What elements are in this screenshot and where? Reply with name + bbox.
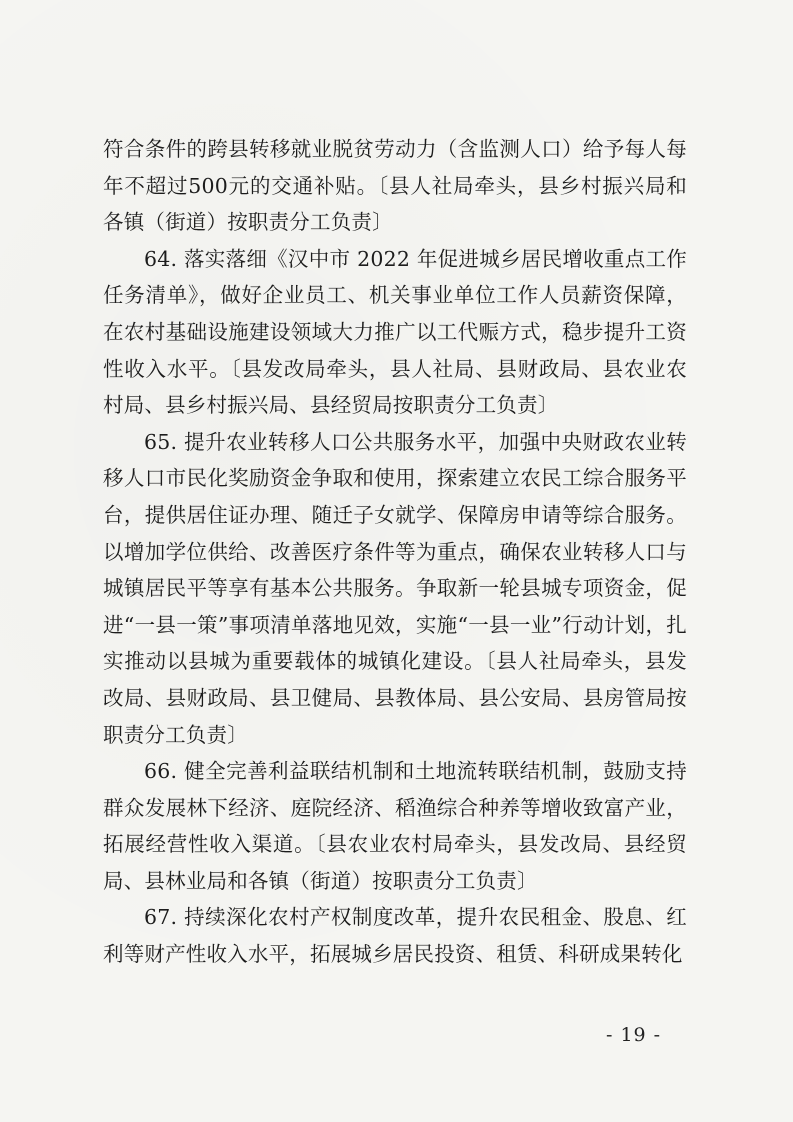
paragraph-65: 65. 提升农业转移人口公共服务水平，加强中央财政农业转移人口市民化奖励资金争取和使用，探索建立农民工综合服务平台，提供居住证办理、随迁子女就学、保障房申请等综合服务。以增加学位供给、改善医疗条件等为重点，确保农业转移人口与城镇居民平等享有基本公共服务。争取新一轮县城专项资金，促进“一县一策”事项清单落地见效，实施“一县一业”行动计划，扎实推动以县城为重要载体的城镇化建设。〔县人社局牵头，县发改局、县财政局、县卫健局、县教体局、县公安局、县房管局按职责分工负责〕 — [103, 429, 687, 747]
paragraph-67: 67. 持续深化农村产权制度改革，提升农民租金、股息、红利等财产性收入水平，拓展城乡居民投资、租赁、科研成果转化 — [103, 905, 687, 967]
document-body — [103, 131, 687, 973]
paragraph-66: 66. 健全完善利益联结机制和土地流转联结机制，鼓励支持群众发展林下经济、庭院经济、稻渔综合种养等增收致富产业，拓展经营性收入渠道。〔县农业农村局牵头，县发改局、县经贸局、县林业局和各镇（街道）按职责分工负责〕 — [103, 759, 687, 893]
paragraph-64: 64. 落实落细《汉中市 2022 年促进城乡居民增收重点工作任务清单》，做好企业员工、机关事业单位工作人员薪资保障，在农村基础设施建设领域大力推广以工代赈方式，稳步提升工资性收入水平。〔县发改局牵头，县人社局、县财政局、县农业农村局、县乡村振兴局、县经贸局按职责分工负责〕 — [103, 246, 687, 418]
page-number: - 19 - — [606, 1024, 662, 1046]
paragraph-63-continued: 符合条件的跨县转移就业脱贫劳动力（含监测人口）给予每人每年不超过500元的交通补贴。〔县人社局牵头，县乡村振兴局和各镇（街道）按职责分工负责〕 — [103, 137, 687, 235]
